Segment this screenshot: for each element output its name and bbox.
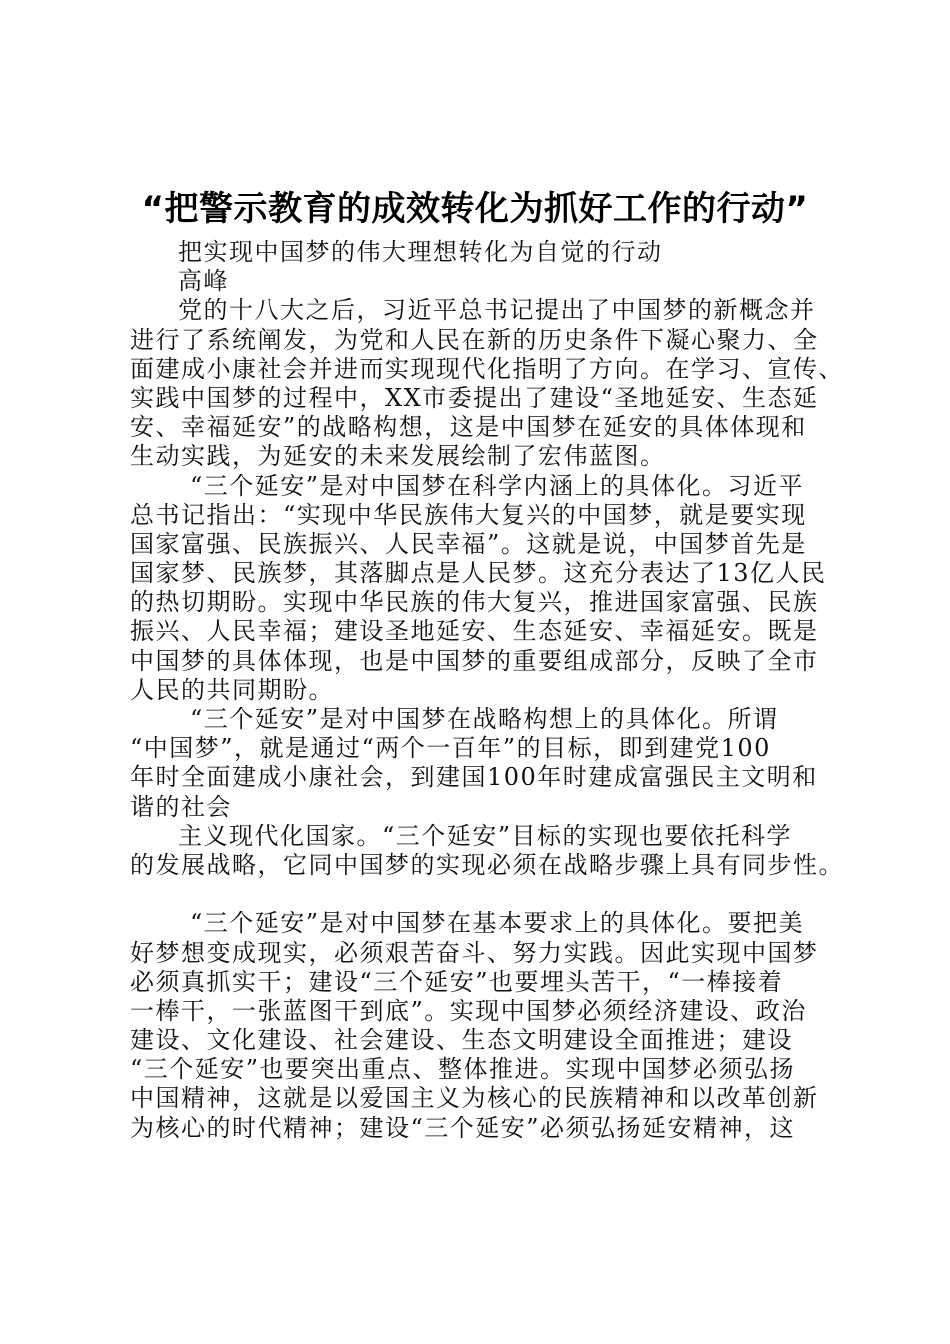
paragraph-line: 谐的社会 [130, 792, 232, 821]
paragraph-1 [130, 296, 850, 471]
paragraph-line: 党的十八大之后，习近平总书记提出了中国梦的新概念并 [178, 296, 816, 325]
paragraph-line: 进行了系统阐发，为党和人民在新的历史条件下凝心聚力、全 [130, 325, 819, 354]
document-subtitle: 把实现中国梦的伟大理想转化为自觉的行动 [178, 238, 663, 266]
paragraph-line: 的热切期盼。实现中华民族的伟大复兴，推进国家富强、民族 [130, 588, 819, 617]
document-body [130, 238, 850, 1143]
paragraph-line: 国家梦、民族梦，其落脚点是人民梦。这充分表达了13亿人民 [130, 559, 827, 588]
paragraph-line: 总书记指出：“实现中华民族伟大复兴的中国梦，就是要实现 [130, 500, 807, 529]
paragraph-spacer [130, 880, 850, 909]
paragraph-line: 的发展战略，它同中国梦的实现必须在战略步骤上具有同步性。 [130, 850, 844, 879]
paragraph-line: 中国精神，这就是以爱国主义为核心的民族精神和以改革创新 [130, 1084, 819, 1113]
paragraph-line: 中国梦的具体体现，也是中国梦的重要组成部分，反映了全市 [130, 646, 819, 675]
paragraph-line: “三个延安”是对中国梦在基本要求上的具体化。要把美 [190, 909, 805, 938]
paragraph-line: 振兴、人民幸福；建设圣地延安、生态延安、幸福延安。既是 [130, 617, 819, 646]
paragraph-line: 建设、文化建设、社会建设、生态文明建设全面推进；建设 [130, 1026, 793, 1055]
paragraph-line: 好梦想变成现实，必须艰苦奋斗、努力实践。因此实现中国梦 [130, 938, 819, 967]
paragraph-line: 国家富强、民族振兴、人民幸福”。这就是说，中国梦首先是 [130, 529, 807, 558]
paragraph-3 [130, 705, 850, 822]
paragraph-line: “中国梦”，就是通过“两个一百年”的目标，即到建党100 [130, 734, 771, 763]
paragraph-line: 面建成小康社会并进而实现现代化指明了方向。在学习、宣传、 [130, 354, 844, 383]
paragraph-line: 实践中国梦的过程中，XX市委提出了建设“圣地延安、生态延 [130, 383, 819, 412]
paragraph-line: “三个延安”也要突出重点、整体推进。实现中国梦必须弘扬 [130, 1055, 796, 1084]
paragraph-line: 主义现代化国家。“三个延安”目标的实现也要依托科学 [178, 821, 793, 850]
paragraph-2 [130, 472, 850, 706]
paragraph-line: “三个延安”是对中国梦在科学内涵上的具体化。习近平 [190, 471, 805, 500]
paragraph-line: 安、幸福延安”的战略构想，这是中国梦在延安的具体体现和 [130, 413, 807, 442]
paragraph-line: “三个延安”是对中国梦在战略构想上的具体化。所谓 [190, 705, 779, 733]
paragraph-line: 为核心的时代精神；建设“三个延安”必须弘扬延安精神，这 [130, 1113, 796, 1142]
paragraph-line: 年时全面建成小康社会，到建国100年时建成富强民主文明和 [130, 763, 818, 792]
paragraph-5 [130, 909, 850, 1143]
paragraph-line: 一棒干，一张蓝图干到底”。实现中国梦必须经济建设、政治 [130, 996, 807, 1025]
paragraph-line: 必须真抓实干；建设“三个延安”也要埋头苦干，“一棒接着 [130, 967, 784, 996]
paragraph-4 [130, 822, 850, 880]
document-author: 高峰 [178, 267, 229, 296]
paragraph-line: 人民的共同期盼。 [130, 675, 334, 704]
paragraph-line: 生动实践，为延安的未来发展绘制了宏伟蓝图。 [130, 442, 666, 471]
document-title: “把警示教育的成效转化为抓好工作的行动” [141, 189, 809, 229]
